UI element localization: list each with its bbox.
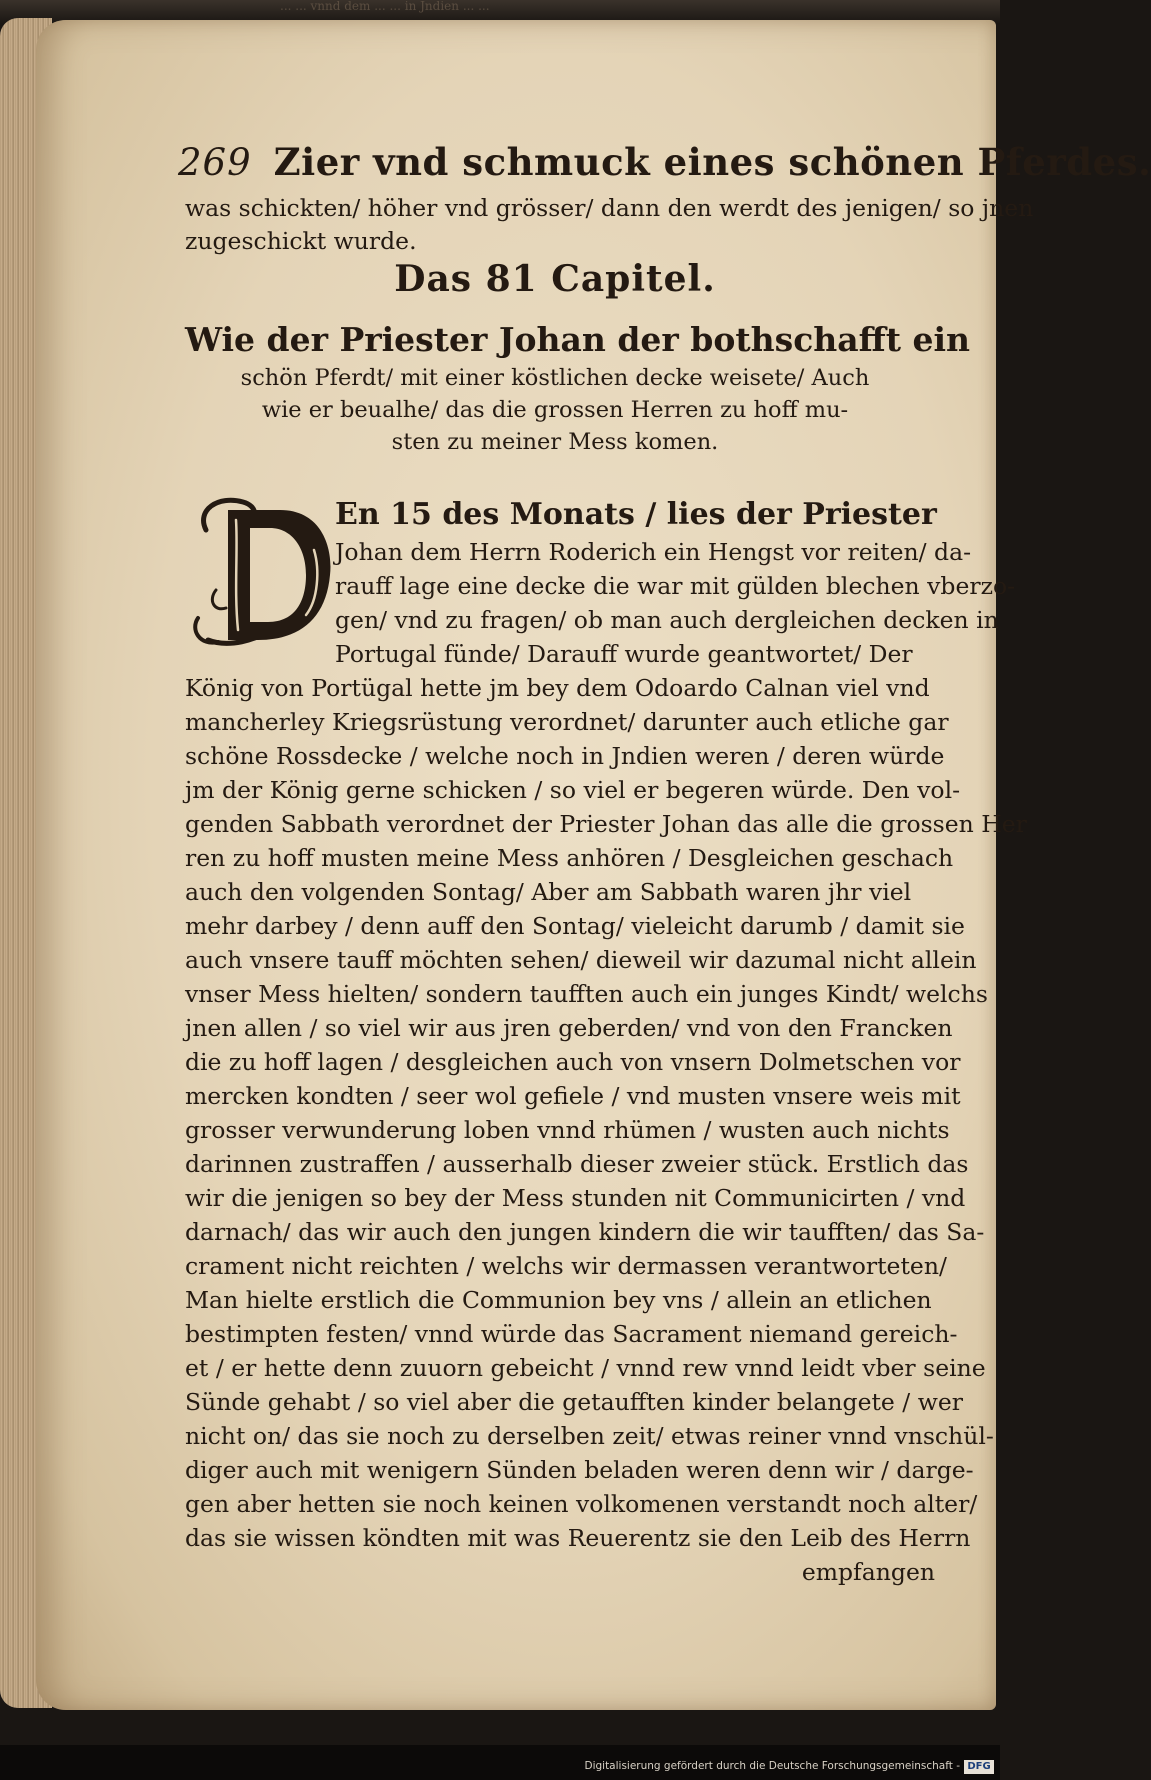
text-line: gen aber hetten sie noch keinen volkomenen verstandt noch alter/ <box>185 1490 978 1518</box>
summary-line: schön Pferdt/ mit einer köstlichen decke weisete/ Auch <box>240 365 870 391</box>
footer-bar <box>0 1745 1000 1780</box>
text-line: vnser Mess hielten/ sondern taufften auch ein junges Kindt/ welchs <box>185 980 988 1008</box>
text-line: nicht on/ das sie noch zu derselben zeit/ etwas reiner vnnd vnschül- <box>185 1422 994 1450</box>
text-line: Sünde gehabt / so viel aber die getaufften kinder belangete / wer <box>185 1388 963 1416</box>
running-head <box>178 140 1151 184</box>
opening-line-text: En 15 des Monats / lies der Priester <box>335 497 937 532</box>
text-line: mehr darbey / denn auff den Sontag/ vieleicht darumb / damit sie <box>185 912 965 940</box>
text-line: die zu hoff lagen / desgleichen auch von vnsern Dolmetschen vor <box>185 1048 961 1076</box>
text-line: bestimpten festen/ vnnd würde das Sacrament niemand gereich- <box>185 1320 958 1348</box>
text-line: jm der König gerne schicken / so viel er begeren würde. Den vol- <box>185 776 961 804</box>
continuation-text <box>185 192 1034 258</box>
text-line: darinnen zustraffen / ausserhalb dieser zweier stück. Erstlich das <box>185 1150 969 1178</box>
text-line: auch den volgenden Sontag/ Aber am Sabbath waren jhr viel <box>185 878 912 906</box>
page-number: 269 <box>178 141 252 184</box>
text-line: Man hielte erstlich die Communion bey vns / allein an etlichen <box>185 1286 932 1314</box>
text-line: zugeschickt wurde. <box>185 227 417 255</box>
summary-line: wie er beualhe/ das die grossen Herren zu hoff mu- <box>261 397 849 423</box>
text-line: mercken kondten / seer wol gefiele / vnd musten vnsere weis mit <box>185 1082 961 1110</box>
dfg-logo: DFG <box>964 1760 994 1774</box>
text-line: darnach/ das wir auch den jungen kindern die wir taufften/ das Sa- <box>185 1218 985 1246</box>
digitization-credit: Digitalisierung gefördert durch die Deutsche Forschungsgemeinschaft - <box>584 1760 960 1772</box>
text-line: das sie wissen köndten mit was Reuerentz sie den Leib des Herrn <box>185 1524 971 1552</box>
text-line: gen/ vnd zu fragen/ ob man auch dergleichen decken in <box>335 606 999 634</box>
text-line: schöne Rossdecke / welche noch in Jndien weren / deren würde <box>185 742 945 770</box>
running-head-title: Zier vnd schmuck eines schönen Pferdes. <box>273 140 1151 184</box>
summary-line: sten zu meiner Mess komen. <box>391 429 719 455</box>
catchword: empfangen <box>801 1558 935 1586</box>
text-line: jnen allen / so viel wir aus jren geberden/ vnd von den Francken <box>185 1014 953 1042</box>
body-text <box>185 495 1027 1589</box>
text-line: rauff lage eine decke die war mit gülden blechen vberzo- <box>335 572 1016 600</box>
text-line: ren zu hoff musten meine Mess anhören / Desgleichen geschach <box>185 844 954 872</box>
text-line: König von Portügal hette jm bey dem Odoardo Calnan viel vnd <box>185 674 930 702</box>
text-line: genden Sabbath verordnet der Priester Johan das alle die grossen Her <box>185 810 1027 838</box>
text-line: mancherley Kriegsrüstung verordnet/ darunter auch etliche gar <box>185 708 949 736</box>
text-line: grosser verwunderung loben vnnd rhümen / wusten auch nichts <box>185 1116 950 1144</box>
text-line: was schickten/ höher vnd grösser/ dann den werdt des jenigen/ so jnen <box>185 194 1034 222</box>
text-line: auch vnsere tauff möchten sehen/ dieweil wir dazumal nicht allein <box>185 946 977 974</box>
text-line: et / er hette denn zuuorn gebeicht / vnnd rew vnnd leidt vber seine <box>185 1354 986 1382</box>
text-line: diger auch mit wenigern Sünden beladen weren denn wir / darge- <box>185 1456 974 1484</box>
chapter-summary <box>185 318 971 458</box>
opening-line <box>185 495 935 535</box>
summary-line: Wie der Priester Johan der bothschafft ein <box>185 320 971 359</box>
text-line: crament nicht reichten / welchs wir dermassen verantworteten/ <box>185 1252 947 1280</box>
text-line: Portugal fünde/ Darauff wurde geantwortet/ Der <box>335 640 913 668</box>
text-line: Johan dem Herrn Roderich ein Hengst vor reiten/ da- <box>335 538 972 566</box>
text-line: wir die jenigen so bey der Mess stunden nit Communicirten / vnd <box>185 1184 966 1212</box>
chapter-heading: Das 81 Capitel. <box>394 258 716 300</box>
previous-page-text: ... ... vnnd dem ... ... in Jndien ... ... <box>280 0 490 13</box>
